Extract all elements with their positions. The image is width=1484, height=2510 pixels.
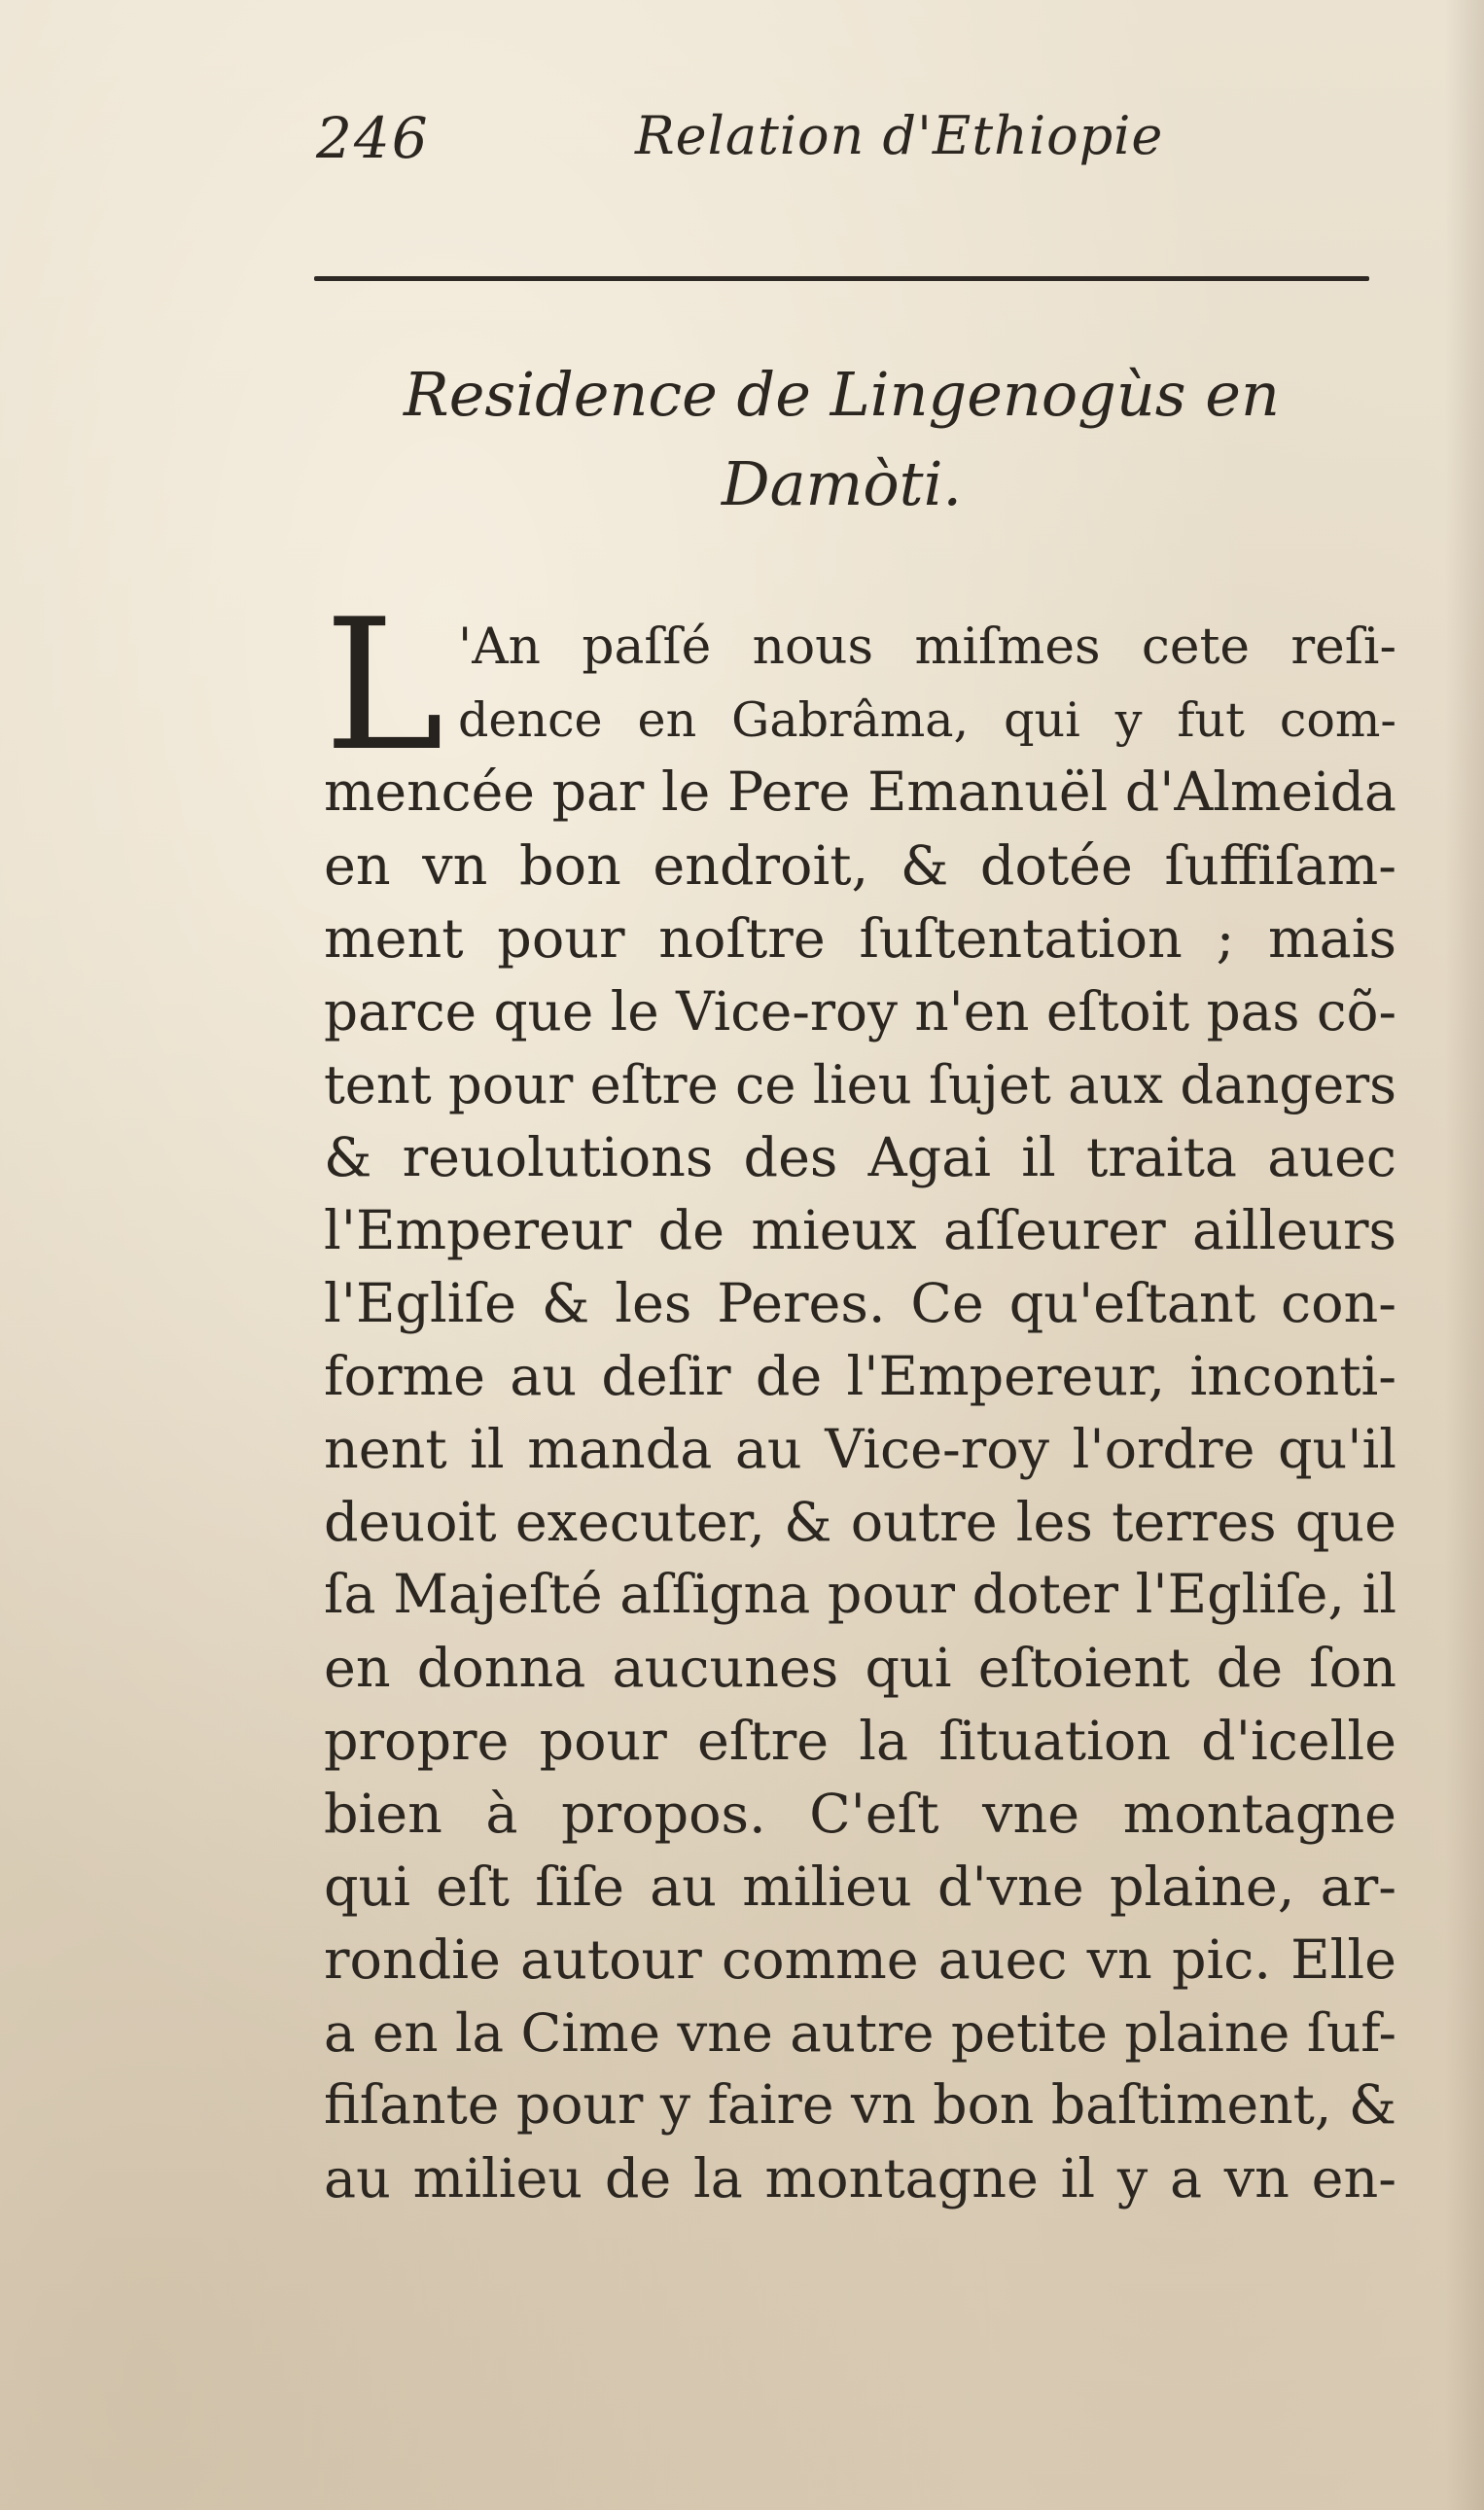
page-number: 246 [316,105,430,171]
text-line: bien à propos. C'eſt vne montagne [324,1783,1396,1846]
section-title-line-1: Residence de Lingenogùs en [404,359,1280,430]
text-line: en donna aucunes qui eſtoient de ſon [324,1637,1396,1700]
page-header [316,105,1386,173]
text-line: propre pour eſtre la ſituation d'icelle [324,1710,1396,1773]
text-line: rondie autour comme auec vn pic. Elle [324,1928,1396,1992]
section-title [314,350,1369,529]
text-line: l'Empereur de mieux aſſeurer ailleurs [324,1199,1396,1262]
text-line: a en la Cime vne autre petite plaine ſuf- [324,2001,1396,2064]
text-line: ſa Majeſté aſſigna pour doter l'Egliſe, il [324,1564,1397,1626]
text-line: l'Egliſe & les Peres. Ce qu'eſtant con- [324,1272,1396,1335]
text-line: nent il manda au Vice-roy l'ordre qu'il [324,1418,1396,1481]
text-line: forme au deſir de l'Empereur, inconti- [324,1345,1396,1408]
running-head: Relation d'Ethiopie [635,105,1164,166]
text-line: ment pour noſtre ſuſtentation ; mais [324,907,1396,971]
text-line: dence en Gabrâma, qui y fut com- [458,691,1396,748]
text-line: deuoit executer, & outre les terres que [324,1491,1396,1554]
text-line: 'An paſſé nous miſmes cete reſi- [458,618,1396,676]
drop-capital: L [324,580,444,791]
body-paragraph [324,580,1397,2215]
section-title-line-2: Damòti. [721,448,963,519]
text-line: & reuolutions des Agai il traita auec [324,1126,1396,1189]
text-line: en vn bon endroit, & dotée ſuffiſam- [324,834,1396,898]
text-line: parce que le Vice-roy n'en eſtoit pas cõ- [324,980,1397,1043]
text-line: au milieu de la montagne il y a vn en- [324,2147,1396,2210]
text-line: fiſante pour y faire vn bon baſtiment, & [324,2074,1396,2137]
text-line: tent pour eſtre ce lieu ſujet aux dangers [324,1054,1396,1115]
page-edge-shadow [1445,0,1484,2510]
header-rule [314,276,1369,281]
text-line: mencée par le Pere Emanuël d'Almeida [324,761,1396,824]
text-line: qui eſt ſiſe au milieu d'vne plaine, ar- [324,1856,1396,1919]
